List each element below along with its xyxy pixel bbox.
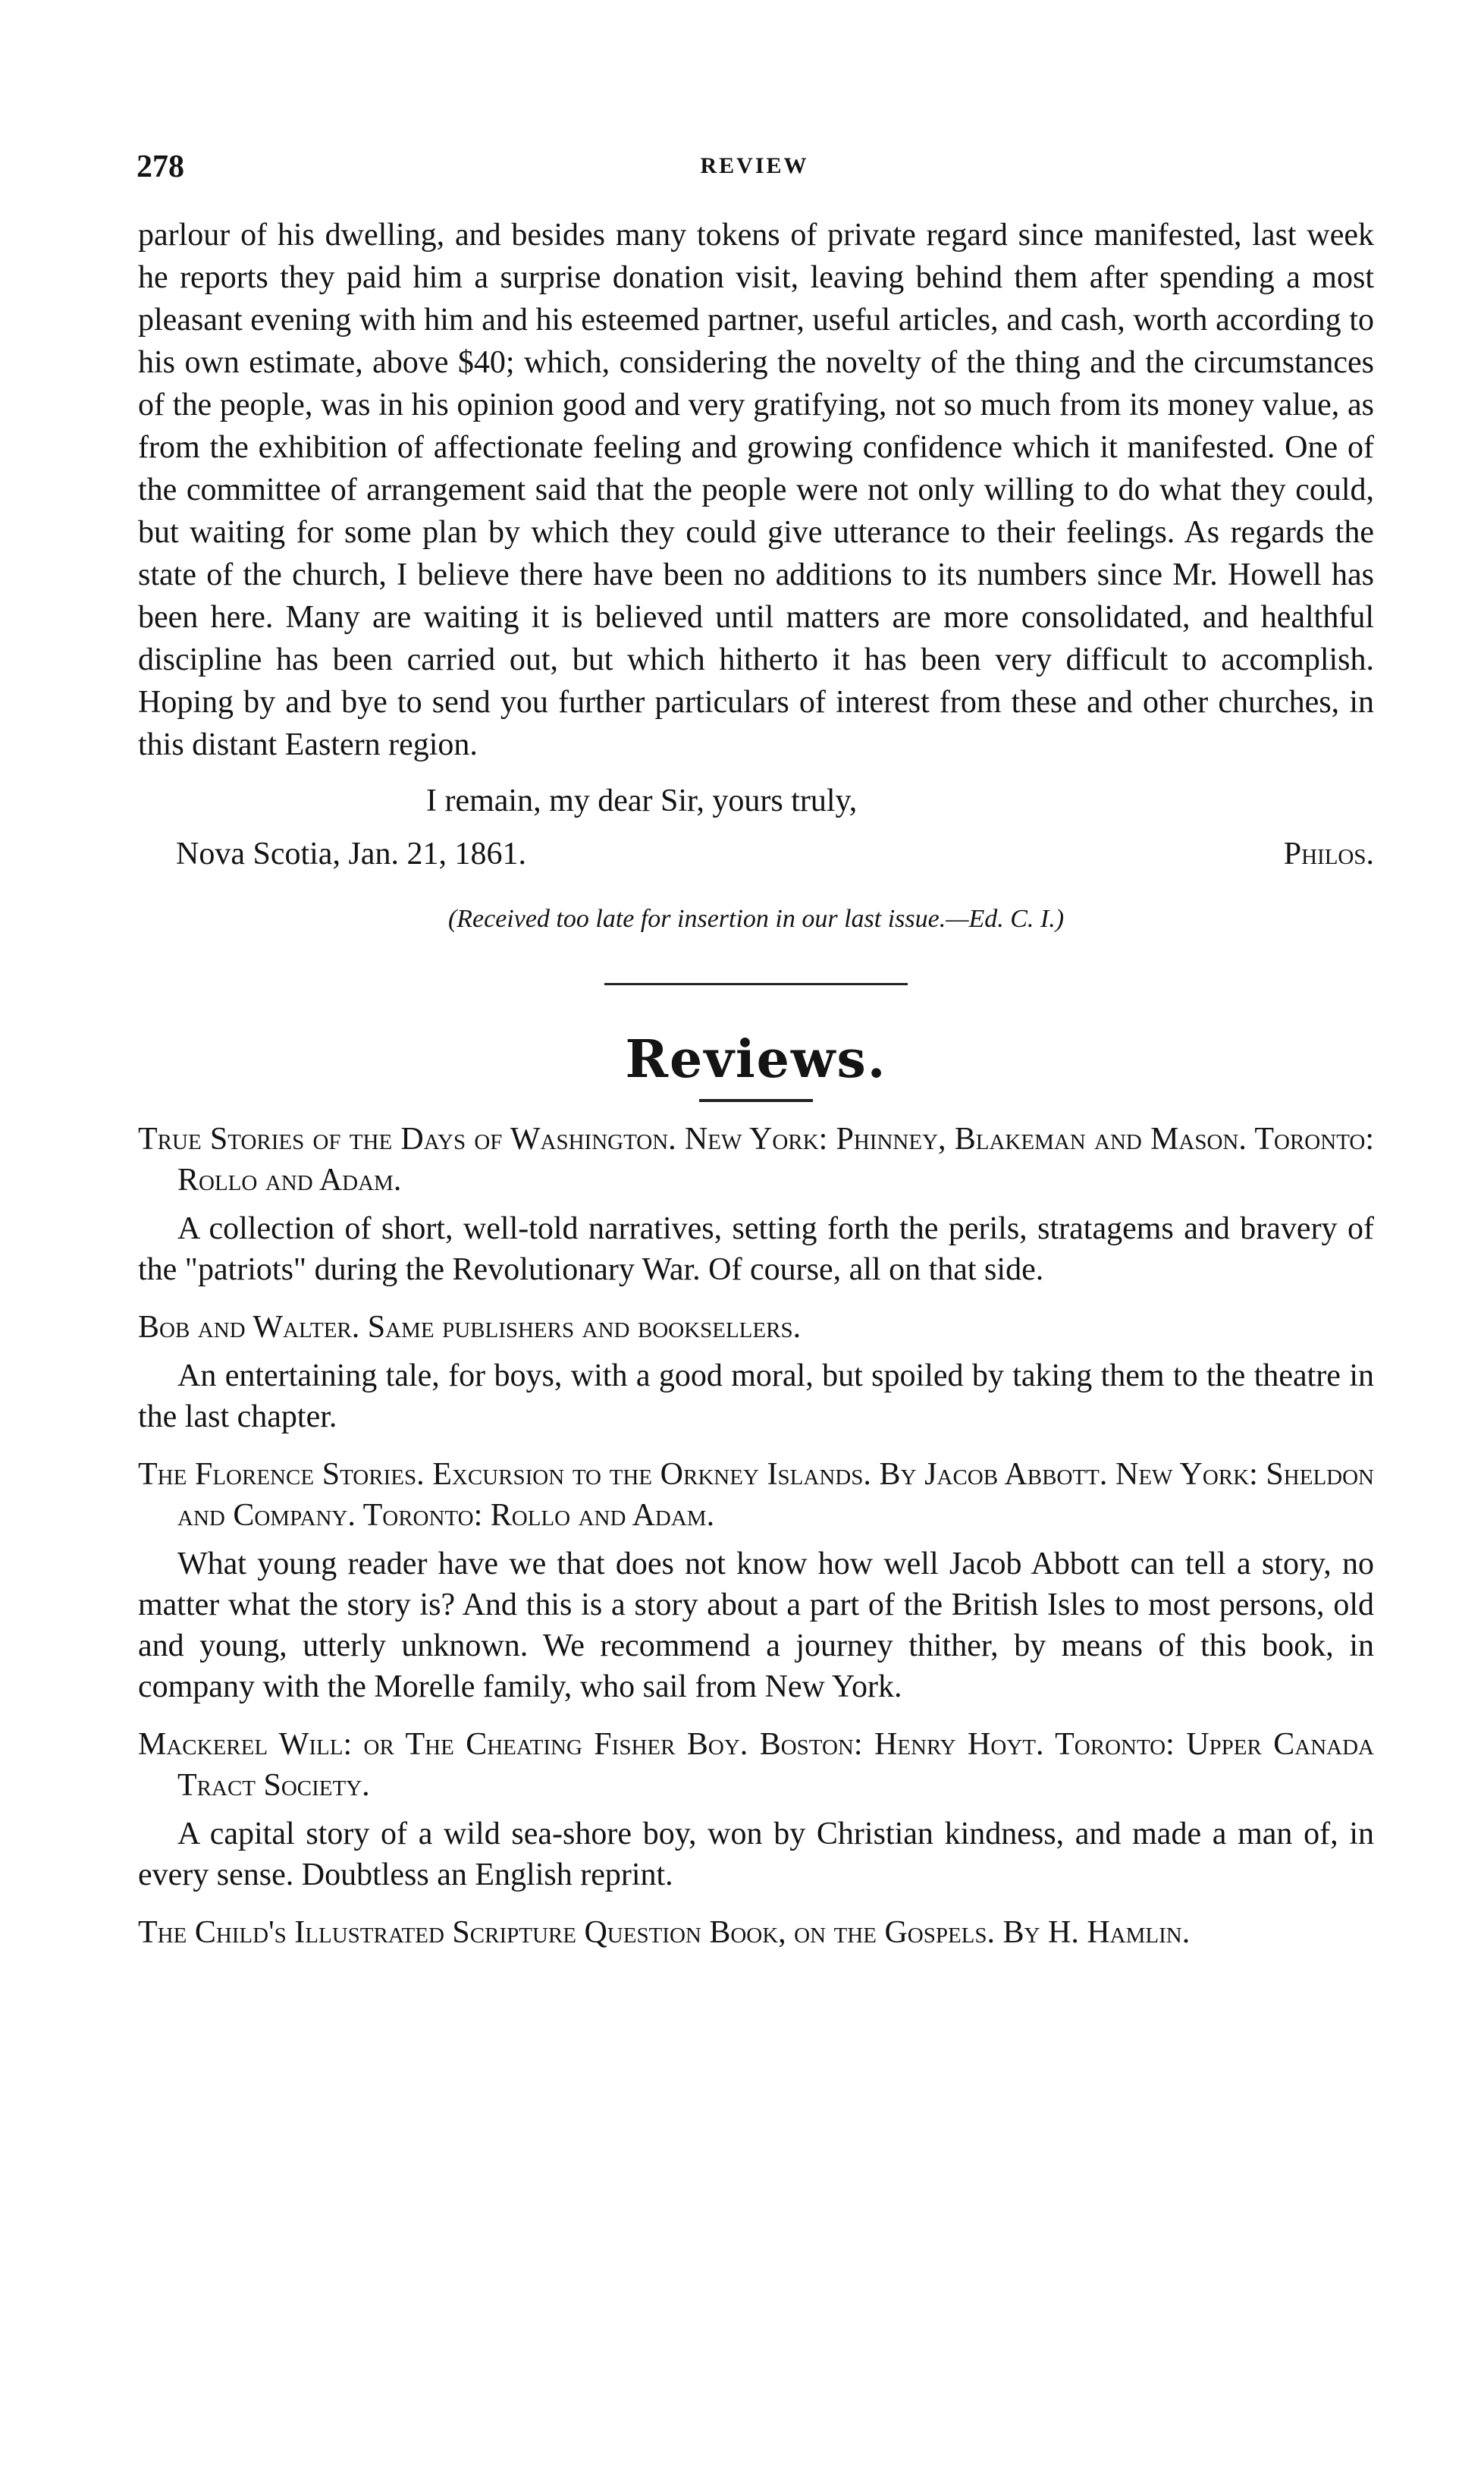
- letter-signature: Philos.: [1283, 837, 1374, 871]
- letter-signoff: [138, 833, 1374, 875]
- review-body: A collection of short, well-told narratives, setting forth the perils, stratagems and bravery of the "patriots" during the Revolutionary War. Of course, all on that side.: [138, 1211, 1374, 1287]
- section-divider: [604, 983, 908, 985]
- heading-underline: [699, 1099, 813, 1102]
- review-title: Bob and Walter. Same publishers and booksellers.: [138, 1310, 802, 1345]
- letter-paragraph: parlour of his dwelling, and besides many tokens of private regard since manifested, last week he reports they paid him a surprise donation visit, leaving behind them after spending a most pleasant evening with him and his esteemed partner, useful articles, and cash, worth according to his own estimate, above $40; which, considering the novelty of the thing and the circumstances of the people, was in his opinion good and very gratifying, not so much from its money value, as from the exhibition of affectionate feeling and growing confidence which it manifested. One of the committee of arrangement said that the people were not only willing to do what they could, but waiting for some plan by which they could give utterance to their feelings. As regards the state of the church, I believe there have been no additions to its numbers since Mr. Howell has been here. Many are waiting it is believed until matters are more consolidated, and healthful discipline has been carried out, but which hitherto it has been very difficult to accomplish. Hoping by and bye to send you further particulars of interest from these and other churches, in this distant Eastern region.: [138, 218, 1374, 762]
- review-entry: [138, 1307, 1374, 1437]
- review-title: The Florence Stories. Excursion to the Orkney Islands. By Jacob Abbott. New York: Sheldon and Company. Toronto: Rollo and Adam.: [138, 1457, 1374, 1533]
- reviews-list: [138, 1119, 1374, 1953]
- review-entry: [138, 1454, 1374, 1707]
- review-title: The Child's Illustrated Scripture Question Book, on the Gospels. By H. Hamlin.: [138, 1915, 1191, 1950]
- review-title: Mackerel Will: or The Cheating Fisher Boy. Boston: Henry Hoyt. Toronto: Upper Canada Tract Society.: [138, 1727, 1374, 1803]
- running-head: [136, 149, 1373, 194]
- running-title: REVIEW: [700, 153, 809, 178]
- letter-section: [138, 214, 1374, 1953]
- review-body: What young reader have we that does not know how well Jacob Abbott can tell a story, no matter what the story is? And this is a story about a part of the British Isles to most persons, old and young, utterly unknown. We recommend a journey thither, by means of this book, in company with the Morelle family, who sail from New York.: [138, 1547, 1374, 1704]
- review-title: True Stories of the Days of Washington. New York: Phinney, Blakeman and Mason. Toronto: Rollo and Adam.: [138, 1122, 1374, 1198]
- review-body: A capital story of a wild sea-shore boy, won by Christian kindness, and made a man of, in every sense. Doubtless an English reprint.: [138, 1817, 1374, 1892]
- editor-note: (Received too late for insertion in our last issue.—Ed. C. I.): [447, 905, 1065, 933]
- review-entry: [138, 1724, 1374, 1895]
- letter-closing: I remain, my dear Sir, yours truly,: [426, 783, 858, 818]
- letter-place-date: Nova Scotia, Jan. 21, 1861.: [176, 837, 526, 871]
- section-heading: Reviews.: [625, 1029, 887, 1090]
- review-body: An entertaining tale, for boys, with a good moral, but spoiled by taking them to the theatre in the last chapter.: [138, 1358, 1374, 1434]
- review-entry: [138, 1912, 1374, 1953]
- page-number: 278: [136, 149, 184, 184]
- review-entry: [138, 1119, 1374, 1290]
